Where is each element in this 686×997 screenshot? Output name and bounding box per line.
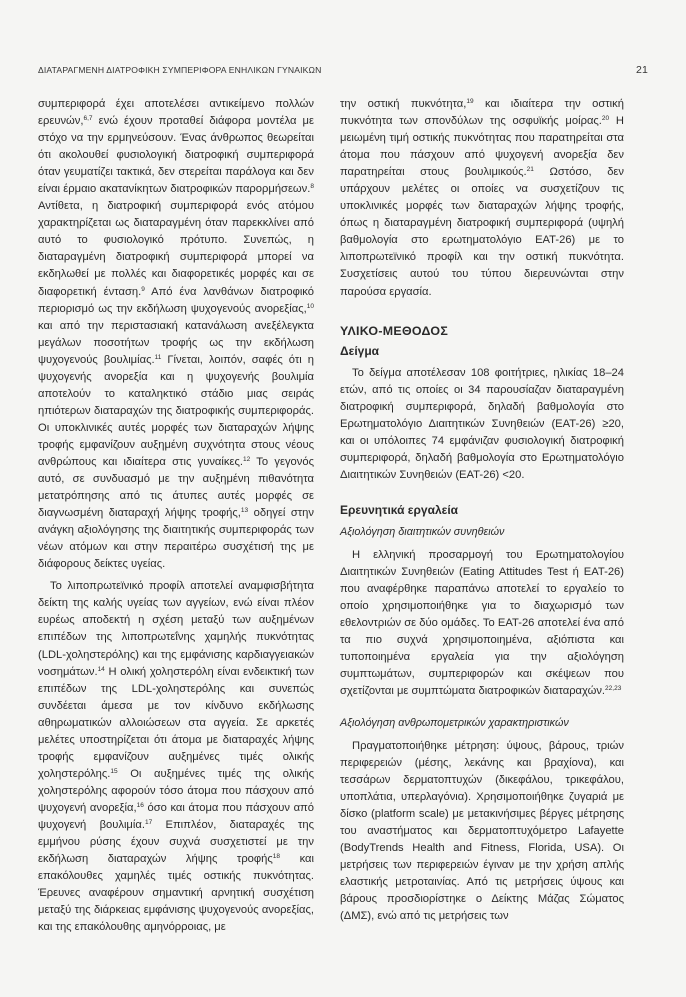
paragraph: Η ελληνική προσαρμογή του Ερωτηματολογίου Διαιτητικών Συνηθειών (Eating Attitudes Test ή EAT-26) που αναφέρθηκε παραπάνω αποτελεί το εργαλείο το οποίο χρησιμοποιήθηκε για το διαχωρισμό των εθελοντριών σε δύο ομάδες. Το EAT-26 αποτελεί ένα από τα πιο συχνά χρησιμοποιημένα, αξιόπιστα και τυποποιημένα εργαλεία για την αξιολόγηση συμπτωμάτων, συμπεριφορών και σκέψεων που σχετίζονται με συμπτώματα διατροφικών διαταραχών.$^{22,23}$ [340, 549, 624, 698]
subsection-heading-tools: Ερευνητικά εργαλεία [340, 502, 459, 517]
citation-ref: 21 [526, 166, 534, 174]
citation-ref: 19 [466, 98, 474, 105]
subsection-heading-sample: Δείγμα [340, 343, 380, 358]
running-title: ΔΙΑΤΑΡΑΓΜΕΝΗ ΔΙΑΤΡΟΦΙΚΗ ΣΥΜΠΕΡΙΦΟΡΑ ΕΝΗΛΙΚΩΝ ΓΥΝΑΙΚΩΝ [38, 65, 322, 75]
section-heading-methods: ΥΛΙΚΟ-ΜΕΘΟΔΟΣ [340, 323, 449, 338]
citation-ref: 9 [141, 285, 145, 293]
citation-ref: 13 [240, 507, 249, 515]
citation-ref: 18 [272, 853, 281, 861]
subheading-dietary-habits: Αξιολόγηση διαιτητικών συνηθειών [340, 526, 505, 539]
running-header [38, 64, 648, 76]
citation-ref: 16 [136, 801, 144, 809]
paragraph: Το λιποπρωτεϊνικό προφίλ αποτελεί αναμφισβήτητα δείκτη της καλής υγείας των αγγείων, ενώ είναι πλέον ευρέως αποδεκτή η σχέση μεταξύ των αυξημένων επιπέδων της λιποπρωτεΐνης χαμηλής πυκνότητας (LDL-χοληστερόλης) και της εμφάνισης καρδιαγγειακών νοσημάτων.$^{14}$ Η ολική χοληστερόλη είναι ενδεικτική των επιπέδων της LDL-χοληστερόλης και συνεπώς συνδέεται άμεσα με τον κίνδυνο εκδήλωσης αθηρωματικών αλλοιώσεων στα αγγεία. Σε αρκετές μελέτες υποστηρίζεται ότι άτομα με διαταραχές λήψης τροφής εμφανίζουν αυξημένες τιμές ολικής χοληστερόλης.$^{15}$ Οι αυξημένες τιμές της ολικής χοληστερόλης αφορούν τόσο άτομα που πάσχουν από ψυχογενή ανορεξία,$^{16}$ όσο και άτομα που πάσχουν από ψυχογενή βουλιμία.$^{17}$ Επιπλέον, διαταραχές της εμμήνου ρύσης έχουν συχνά συσχετιστεί με την εκδήλωση διαταραχών λήψης τροφής$^{18}$ και επακόλουθες χαμηλές τιμές οστικής πυκνότητας. Έρευνες αναφέρουν σημαντική αρνητική συσχέτιση μεταξύ της διάρκειας εμφάνισης ψυχογενούς ανορεξίας, και της επακόλουθης αμηνόρροιας, με [38, 580, 314, 934]
paragraph: την οστική πυκνότητα,$^{19}$ και ιδιαίτερα την οστική πυκνότητα των σπονδύλων της οσφυϊκής μοίρας.$^{20}$ Η μειωμένη τιμή οστικής πυκνότητας που παρατηρείται στα άτομα που πάσχουν από ψυχογενή ανορεξία δεν παρατηρείται στους βουλιμικούς.$^{21}$ Ωστόσο, δεν υπάρχουν μελέτες οι οποίες να συσχετίζουν τις υποκλινικές μορφές των διαταραχών λήψης τροφής, όπως η διαταραγμένη διατροφική συμπεριφορά (υψηλή βαθμολογία στο ερωτηματολόγιο EAT-26) με το λιποπρωτεϊνικό προφίλ και την οστική πυκνότητα. Συσχετίσεις αυτού του τύπου διερευνώνται στην παρούσα εργασία. [340, 98, 624, 298]
citation-ref: 12 [242, 455, 251, 463]
right-column [340, 96, 624, 925]
citation-ref: 10 [306, 302, 314, 310]
citation-ref: 17 [144, 818, 153, 826]
left-column [38, 96, 314, 936]
citation-ref: 11 [154, 353, 162, 361]
citation-ref: 15 [110, 767, 118, 775]
citation-ref: 20 [601, 115, 610, 123]
citation-ref: 14 [97, 665, 105, 673]
page-number: 21 [636, 64, 648, 76]
paragraph: Το δείγμα αποτέλεσαν 108 φοιτήτριες, ηλικίας 18–24 ετών, από τις οποίες οι 34 παρουσίαζαν διαταραγμένη διατροφική συμπεριφορά, δηλαδή βαθμολογία στο Ερωτηματολόγιο Διαιτητικών Συνηθειών (EAT-26) ≥20, και οι υπόλοιπες 74 εμφάνιζαν φυσιολογική διατροφική συμπεριφορά, δηλαδή βαθμολογία στο Ερωτηματολόγιο Διαιτητικών Συνηθειών (EAT-26) <20. [340, 366, 624, 481]
citation-ref: 8 [310, 183, 314, 191]
citation-ref: 22,23 [605, 685, 622, 693]
paragraph: συμπεριφορά έχει αποτελέσει αντικείμενο πολλών ερευνών,$^{6,7}$ ενώ έχουν προταθεί διάφορα μοντέλα με στόχο να την ερμηνεύσουν. Ένας άνθρωπος θεωρείται ότι ακολουθεί φυσιολογική διατροφική συμπεριφορά όταν γευματίζει τακτικά, δεν στερείται παράλογα και δεν είναι έρμαιο ακατανίκητων διατροφικών παρορμήσεων.$^8$ Αντίθετα, η διατροφική συμπεριφορά ενός ατόμου χαρακτηρίζεται ως διαταραγμένη όταν παρεκκλίνει από αυτό το φυσιολογικό πρότυπο. Συνεπώς, η διαταραγμένη διατροφική συμπεριφορά μπορεί να εκδηλωθεί με πολλές και διαφορετικές μορφές και σε διαφορετική ένταση.$^9$ Από ένα λανθάνων διατροφικό περιορισμό ως την εκδήλωση ψυχογενούς ανορεξίας,$^{10}$ και από την περιστασιακή κατανάλωση ανεξέλεγκτα μεγάλων ποσοτήτων τροφής ως την εκδήλωση ψυχογενούς βουλιμίας.$^{11}$ Γίνεται, λοιπόν, σαφές ότι η ψυχογενής ανορεξία και η ψυχογενής βουλιμία αποτελούν το καταληκτικό στάδιο μιας σειράς ηπιότερων διαταραχών της διατροφικής συμπεριφοράς. Οι υποκλινικές αυτές μορφές των διαταραχών λήψης τροφής εμφανίζουν αυξημένη συχνότητα στους νέους ανθρώπους και ιδιαίτερα στις γυναίκες.$^{12}$ Το γεγονός αυτό, σε συνδυασμό με την αυξημένη πιθανότητα μετατρόπησης από τις άτυπες αυτές μορφές σε διαγνωσμένη διαταραχή λήψης τροφής,$^{13}$ οδηγεί στην ανάγκη αξιολόγησης της διαιτητικής συμπεριφοράς των νέων ατόμων και στην περαιτέρω συσχέτισή της με διάφορους δείκτες υγείας. [38, 98, 314, 571]
citation-ref: 6,7 [83, 115, 93, 123]
subheading-anthropometrics: Αξιολόγηση ανθρωπομετρικών χαρακτηριστικών [340, 716, 569, 729]
paragraph: Πραγματοποιήθηκε μέτρηση: ύψους, βάρους, τριών περιφερειών (μέσης, λεκάνης και βραχίονα), και τεσσάρων δερματοπτυχών (δικεφάλου, τρικεφάλου, υποπλάτια, υπερλαγόνια). Χρησιμοποιήθηκε ζυγαριά με δίσκο (platform scale) με μετακινήσιμες βέργες μέτρησης του αναστήματος και δερματοπτυχόμετρο Lafayette (BodyTrends Health and Fitness, Florida, USA). Οι μετρήσεις των περιφερειών έγιναν με την χρήση απλής ελαστικής μετροταινίας. Από τις μετρήσεις ύψους και βάρους προσδιορίστηκε ο Δείκτης Μάζας Σώματος (ΔΜΣ), ενώ από τις μετρήσεις των [340, 739, 624, 923]
